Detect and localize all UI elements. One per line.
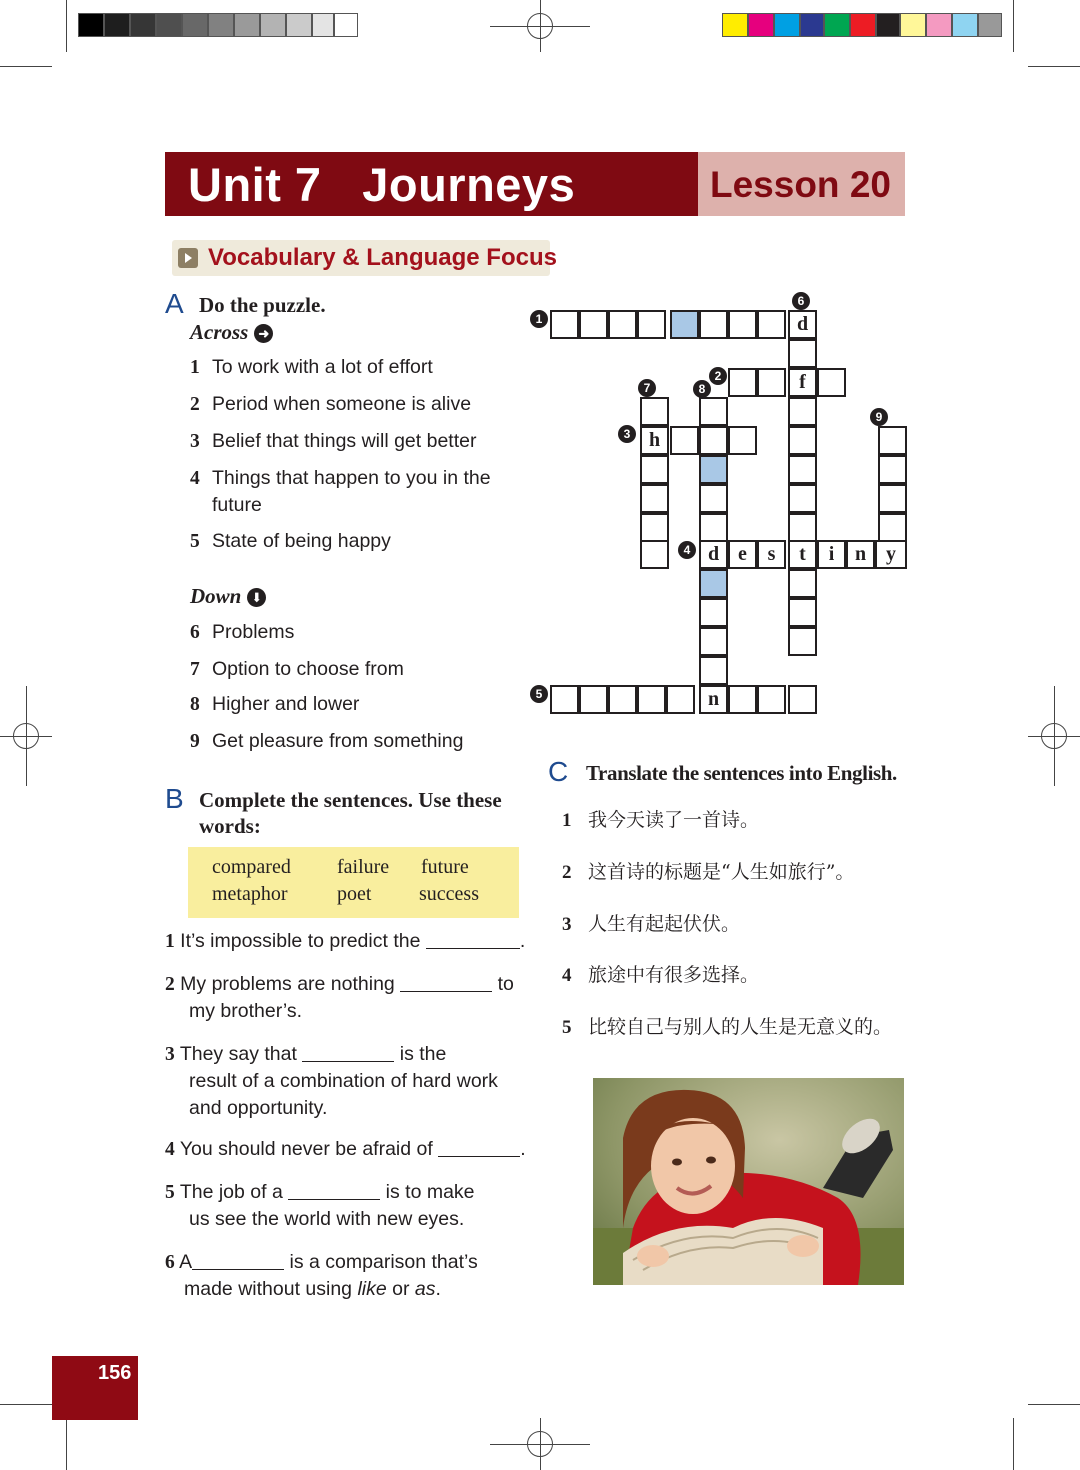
crossword-cell[interactable] bbox=[637, 310, 666, 339]
list-item: 8 Higher and lower bbox=[190, 693, 360, 715]
translation-item: 5 比较自己与别人的人生是无意义的。 bbox=[562, 1016, 893, 1038]
crossword-cell[interactable] bbox=[640, 513, 669, 542]
list-item: 5 State of being happy bbox=[190, 530, 391, 552]
crossword-cell[interactable] bbox=[728, 310, 757, 339]
list-item: 6 Problems bbox=[190, 621, 295, 643]
word-bank-item: success bbox=[419, 883, 479, 905]
unit-title: Unit 7 Journeys bbox=[188, 158, 576, 211]
crossword-cell[interactable] bbox=[878, 484, 907, 513]
crossword-cell[interactable] bbox=[728, 368, 757, 397]
crossword-cell[interactable] bbox=[640, 455, 669, 484]
crossword-cell[interactable] bbox=[699, 397, 728, 426]
list-item: 9 Get pleasure from something bbox=[190, 730, 464, 752]
answer-blank[interactable] bbox=[288, 1181, 380, 1200]
crossword-cell[interactable] bbox=[550, 310, 579, 339]
clue-number-4: 4 bbox=[678, 541, 696, 559]
crossword-cell[interactable] bbox=[699, 484, 728, 513]
crossword-cell[interactable]: n bbox=[846, 540, 875, 569]
crossword-cell[interactable] bbox=[699, 656, 728, 685]
clue-number-3: 3 bbox=[618, 425, 636, 443]
word-bank-item: future bbox=[421, 856, 469, 878]
sentence-5: 5 The job of a is to make us see the world with new eyes. bbox=[165, 1181, 475, 1230]
sentence-6: 6 A is a comparison that’s made without using like or as. bbox=[165, 1251, 478, 1300]
crossword-cell[interactable] bbox=[670, 426, 699, 455]
crossword-cell[interactable] bbox=[788, 426, 817, 455]
crossword-cell[interactable] bbox=[699, 513, 728, 542]
crossword-cell[interactable] bbox=[699, 426, 728, 455]
page-number: 156 bbox=[98, 1362, 132, 1384]
translation-item: 3 人生有起起伏伏。 bbox=[562, 913, 741, 935]
crossword-cell[interactable] bbox=[878, 426, 907, 455]
clue-number-6: 6 bbox=[792, 292, 810, 310]
crossword-cell[interactable] bbox=[788, 455, 817, 484]
crossword-cell[interactable] bbox=[699, 627, 728, 656]
across-clues bbox=[190, 354, 510, 555]
crossword-cell[interactable] bbox=[608, 310, 637, 339]
section-b-title: Complete the sentences. Use these words: bbox=[199, 788, 502, 838]
crossword-cell[interactable]: d bbox=[788, 310, 817, 339]
play-icon bbox=[178, 248, 198, 268]
crossword-cell[interactable] bbox=[788, 339, 817, 368]
crossword-cell[interactable] bbox=[640, 397, 669, 426]
crossword-cell[interactable] bbox=[640, 540, 669, 569]
crossword-cell[interactable] bbox=[637, 685, 666, 714]
section-b-letter: B bbox=[165, 783, 184, 814]
down-clues bbox=[190, 619, 510, 755]
crossword-cell[interactable] bbox=[788, 513, 817, 542]
photo-illustration bbox=[593, 1078, 904, 1285]
arrow-right-icon: ➜ bbox=[254, 324, 273, 343]
list-item: 3 Belief that things will get better bbox=[190, 430, 477, 452]
crossword-cell[interactable] bbox=[699, 598, 728, 627]
sentence-4: 4 You should never be afraid of . bbox=[165, 1138, 526, 1160]
crossword-cell[interactable]: h bbox=[640, 426, 669, 455]
list-item: 2 Period when someone is alive bbox=[190, 393, 472, 415]
across-heading: Across ➜ bbox=[190, 320, 273, 345]
translation-item: 1 我今天读了一首诗。 bbox=[562, 809, 760, 831]
answer-blank[interactable] bbox=[302, 1043, 394, 1062]
crossword-cell[interactable] bbox=[757, 685, 786, 714]
clue-number-8: 8 bbox=[693, 380, 711, 398]
translation-item: 4 旅途中有很多选择。 bbox=[562, 964, 760, 986]
sentence-1: 1 It’s impossible to predict the . bbox=[165, 930, 526, 952]
crossword-cell-highlighted[interactable] bbox=[670, 310, 699, 339]
arrow-down-icon: ⬇ bbox=[247, 588, 266, 607]
crossword-cell[interactable] bbox=[640, 484, 669, 513]
section-c-letter: C bbox=[548, 756, 569, 787]
crossword-cell[interactable] bbox=[878, 455, 907, 484]
crossword-cell[interactable] bbox=[699, 310, 728, 339]
crossword-cell[interactable]: y bbox=[875, 540, 907, 569]
crossword-cell[interactable] bbox=[728, 426, 757, 455]
crossword-cell[interactable]: s bbox=[757, 540, 786, 569]
sentence-2: 2 My problems are nothing to my brother’s. bbox=[165, 973, 514, 1022]
word-bank-item: compared bbox=[212, 856, 291, 878]
translation-item: 2 这首诗的标题是“人生如旅行”。 bbox=[562, 861, 855, 883]
clue-number-1: 1 bbox=[530, 310, 548, 328]
crossword-cell[interactable] bbox=[728, 685, 757, 714]
crossword-cell-highlighted[interactable] bbox=[699, 455, 728, 484]
crossword-cell[interactable] bbox=[817, 368, 846, 397]
section-a-title: Do the puzzle. bbox=[199, 293, 326, 317]
clue-number-7: 7 bbox=[638, 379, 656, 397]
section-a-letter: A bbox=[165, 288, 184, 319]
answer-blank[interactable] bbox=[192, 1251, 284, 1270]
word-bank-item: poet bbox=[337, 883, 372, 905]
crossword-cell[interactable] bbox=[788, 484, 817, 513]
clue-number-9: 9 bbox=[870, 408, 888, 426]
crossword-cell[interactable] bbox=[878, 513, 907, 542]
crossword-cell[interactable]: i bbox=[817, 540, 846, 569]
crossword-cell[interactable] bbox=[788, 598, 817, 627]
list-item: 7 Option to choose from bbox=[190, 658, 404, 680]
crossword-cell-highlighted[interactable] bbox=[699, 569, 728, 598]
crossword-cell[interactable]: e bbox=[728, 540, 757, 569]
section-banner-title: Vocabulary & Language Focus bbox=[208, 244, 557, 271]
crossword-cell[interactable] bbox=[788, 685, 817, 714]
crossword-cell[interactable] bbox=[579, 685, 608, 714]
crossword-cell[interactable]: d bbox=[699, 540, 728, 569]
crossword-cell[interactable] bbox=[757, 368, 786, 397]
crossword-cell[interactable]: f bbox=[788, 368, 817, 397]
word-bank-item: metaphor bbox=[212, 883, 288, 905]
crossword-cell[interactable] bbox=[666, 685, 695, 714]
clue-number-5: 5 bbox=[530, 685, 548, 703]
down-heading: Down ⬇ bbox=[190, 584, 266, 609]
crossword-cell[interactable] bbox=[550, 685, 579, 714]
crossword-cell[interactable] bbox=[788, 627, 817, 656]
list-item: 4 Things that happen to you in the bbox=[190, 467, 491, 489]
answer-blank[interactable] bbox=[438, 1138, 520, 1157]
crossword-cell[interactable] bbox=[757, 310, 786, 339]
girl-reading-photo bbox=[593, 1078, 904, 1285]
crossword-cell[interactable] bbox=[608, 685, 637, 714]
lesson-title: Lesson 20 bbox=[710, 164, 891, 205]
clue-number-2: 2 bbox=[709, 367, 727, 385]
crossword-cell[interactable]: n bbox=[699, 685, 728, 714]
list-item: 1 To work with a lot of effort bbox=[190, 356, 433, 378]
crossword-cell[interactable] bbox=[788, 569, 817, 598]
crossword-cell[interactable] bbox=[788, 397, 817, 426]
crossword-cell[interactable] bbox=[579, 310, 608, 339]
word-bank-item: failure bbox=[337, 856, 390, 878]
list-item: future bbox=[212, 494, 262, 516]
section-c-title: Translate the sentences into English. bbox=[586, 761, 897, 785]
crossword-cell[interactable]: t bbox=[788, 540, 817, 569]
answer-blank[interactable] bbox=[426, 930, 520, 949]
sentence-3: 3 They say that is the result of a combination of hard work and opportunity. bbox=[165, 1043, 498, 1119]
answer-blank[interactable] bbox=[400, 973, 492, 992]
